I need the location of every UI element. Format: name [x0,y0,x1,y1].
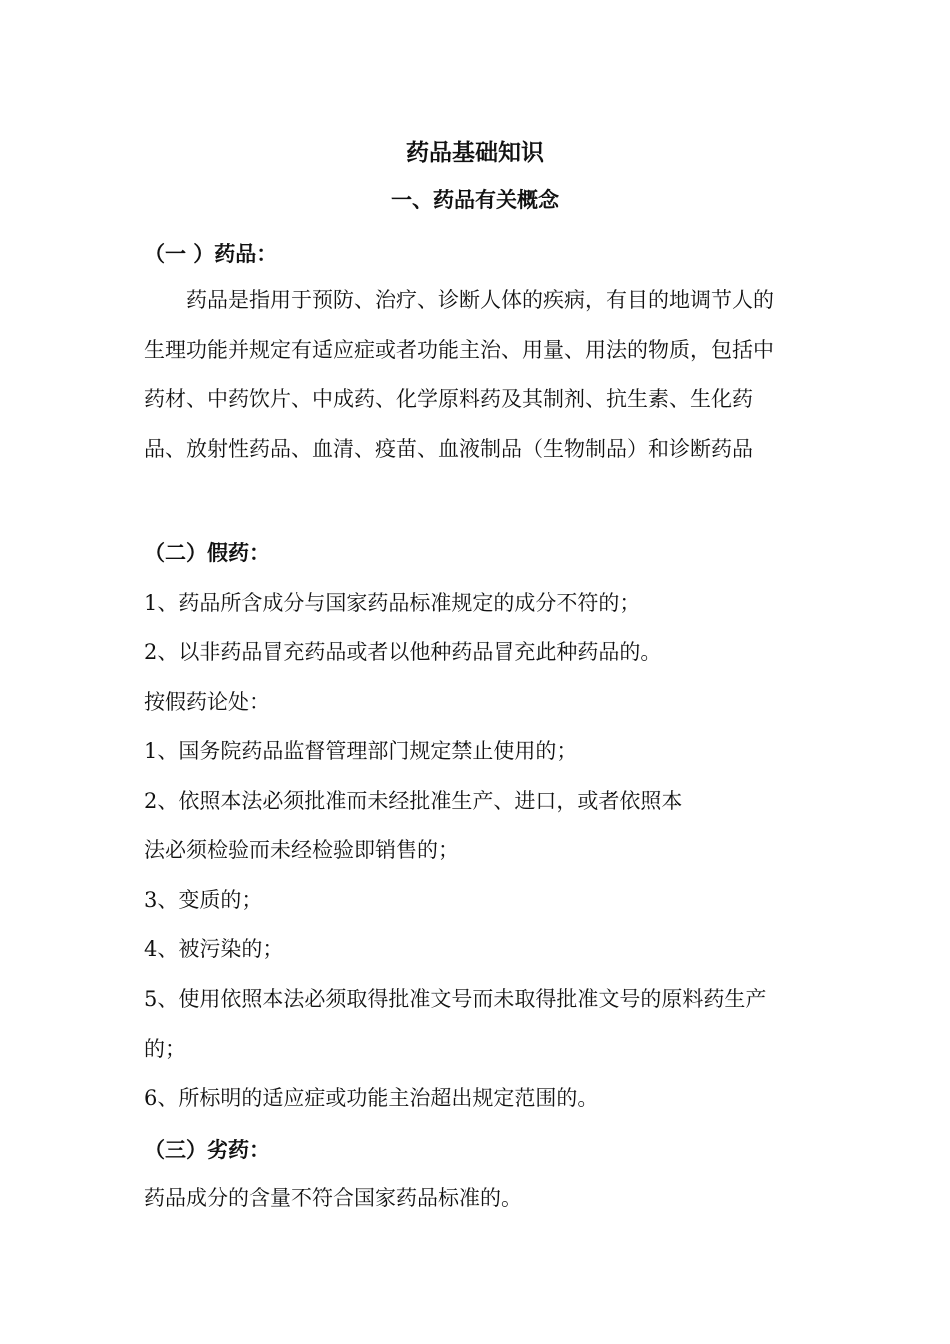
treated-as-fake-heading: 按假药论处： [144,690,270,714]
treated-as-fake-item: 法必须检验而未经检验即销售的； [144,838,459,862]
treated-as-fake-item: 5、使用依照本法必须取得批准文号而未取得批准文号的原料药生产 [144,987,767,1011]
drug-definition: 药品是指用于预防、治疗、诊断人体的疾病，有目的地调节人的生理功能并规定有适应症或者功能主治、用量、用法的物质，包括中药材、中药饮片、中成药、化学原料药及其制剂、抗生素、生化药品、放射性药品、血清、疫苗、血液制品（生物制品）和诊断药品 [144,288,774,461]
treated-as-fake-item: 6、所标明的适应症或功能主治超出规定范围的。 [144,1086,599,1110]
treated-as-fake-item: 3、变质的； [144,888,263,912]
fake-drug-item: 1、药品所含成分与国家药品标准规定的成分不符的； [144,591,641,615]
drug-heading: （一 ）药品： [144,242,278,266]
treated-as-fake-item: 2、依照本法必须批准而未经批准生产、进口，或者依照本 [144,789,683,813]
fake-drug-heading: （二）假药： [144,541,270,565]
inferior-drug-definition: 药品成分的含量不符合国家药品标准的。 [144,1186,522,1210]
fake-drug-item: 2、以非药品冒充药品或者以他种药品冒充此种药品的。 [144,640,662,664]
section-title: 一、药品有关概念 [391,188,559,212]
treated-as-fake-item: 1、国务院药品监督管理部门规定禁止使用的； [144,739,578,763]
treated-as-fake-item: 的； [144,1037,186,1061]
document-title: 药品基础知识 [406,140,544,166]
inferior-drug-heading: （三）劣药： [144,1138,270,1162]
treated-as-fake-item: 4、被污染的； [144,937,284,961]
